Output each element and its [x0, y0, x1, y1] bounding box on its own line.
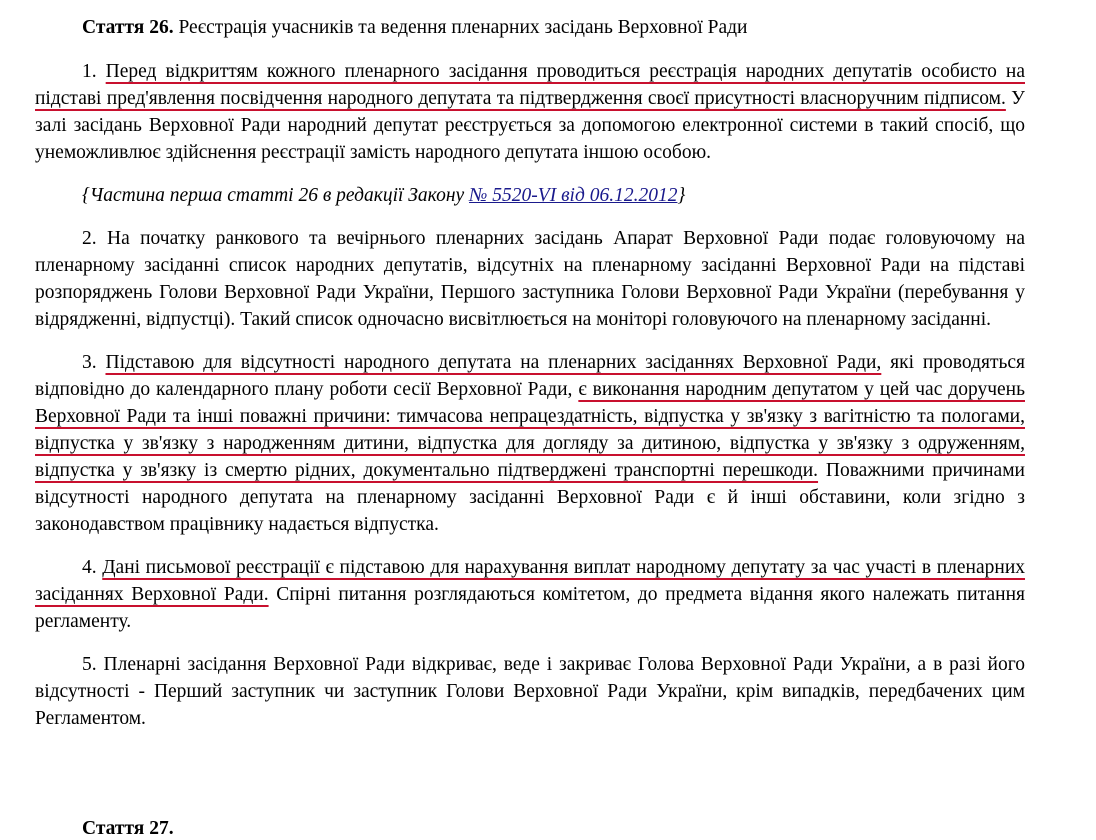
article-title: [35, 14, 1025, 41]
paragraph-text: Спірні питання розглядаються комітетом, до предмета відання якого належать питання регламенту.: [35, 584, 1025, 632]
highlighted-text: Підставою для відсутності народного депутата на пленарних засіданнях Верховної Ради,: [105, 352, 882, 373]
paragraph-text: Поважними причинами відсутності народного депутата на пленарному засіданні Верховної Ради є й інші обставини, коли згідно з законодавством працівнику надається відпустка.: [35, 460, 1025, 535]
note-text: {Частина перша статті 26 в редакції Закону: [82, 185, 470, 206]
paragraph-3: [35, 349, 1025, 538]
highlighted-text: Перед відкриттям кожного пленарного засідання проводиться реєстрація народних депутатів особисто на підставі пред'явлення посвідчення народного депутата та підтвердження своєї присутності власноручним підписом.: [35, 61, 1025, 109]
paragraph-number: 4.: [82, 557, 103, 578]
paragraph-text: які проводяться відповідно до календарного плану роботи сесії Верховної Ради,: [35, 352, 1026, 400]
paragraph-number: 1.: [82, 61, 106, 82]
paragraph-2: [35, 225, 1025, 333]
paragraph-text: На початку ранкового та вечірнього пленарних засідань Апарат Верховної Ради подає головуючому на пленарному засіданні список народних депутатів, відсутніх на пленарному засіданні Верховної Ради на підставі розпоряджень Голови Верховної Ради України, Першого заступника Голови Верховної Ради України (перебування у відрядженні, відпустці). Такий список одночасно висвітлюється на моніторі головуючого на пленарному засіданні.: [35, 228, 1026, 330]
document-body: [35, 14, 1025, 748]
highlighted-text: Дані письмової реєстрації є підставою для нарахування виплат народному депутату за час участі в пленарних засіданнях Верховної Ради.: [35, 557, 1026, 605]
note-brace: }: [677, 185, 686, 206]
paragraph-number: 3.: [82, 352, 106, 373]
paragraph-1: [35, 58, 1025, 166]
paragraph-text: У залі засідань Верховної Ради народний депутат реєструється за допомогою електронної системи в такий спосіб, що унеможливлює здійснення реєстрації замість народного депутата іншою особою.: [35, 88, 1025, 163]
next-article-title: [35, 818, 174, 840]
highlighted-text: є виконання народним депутатом у цей час доручень Верховної Ради та інші поважні причини: тимчасова непрацездатність, відпустка у зв'язку з вагітністю та пологами, відпустка у зв'язку з народженням дитини, відпустка для догляду за дитиною, відпустка у зв'язку з одруженням, відпустка у зв'язку із смертю рідних, документально підтверджені транспортні перешкоди.: [35, 379, 1025, 481]
article-heading: Реєстрація учасників та ведення пленарних засідань Верховної Ради: [173, 17, 748, 38]
paragraph-4: [35, 554, 1025, 635]
article-number: Стаття 26.: [82, 17, 174, 38]
paragraph-number: 2.: [82, 228, 107, 249]
amendment-note: [35, 182, 1025, 209]
paragraph-text: Пленарні засідання Верховної Ради відкриває, веде і закриває Голова Верховної Ради України, а в разі його відсутності - Перший заступник чи заступник Голови Верховної Ради України, крім випадків, передбачених цим Регламентом.: [35, 654, 1026, 729]
paragraph-5: [35, 651, 1025, 732]
paragraph-number: 5.: [82, 654, 104, 675]
law-link[interactable]: № 5520-VI від 06.12.2012: [469, 185, 678, 206]
article-number: Стаття 27.: [82, 818, 174, 839]
